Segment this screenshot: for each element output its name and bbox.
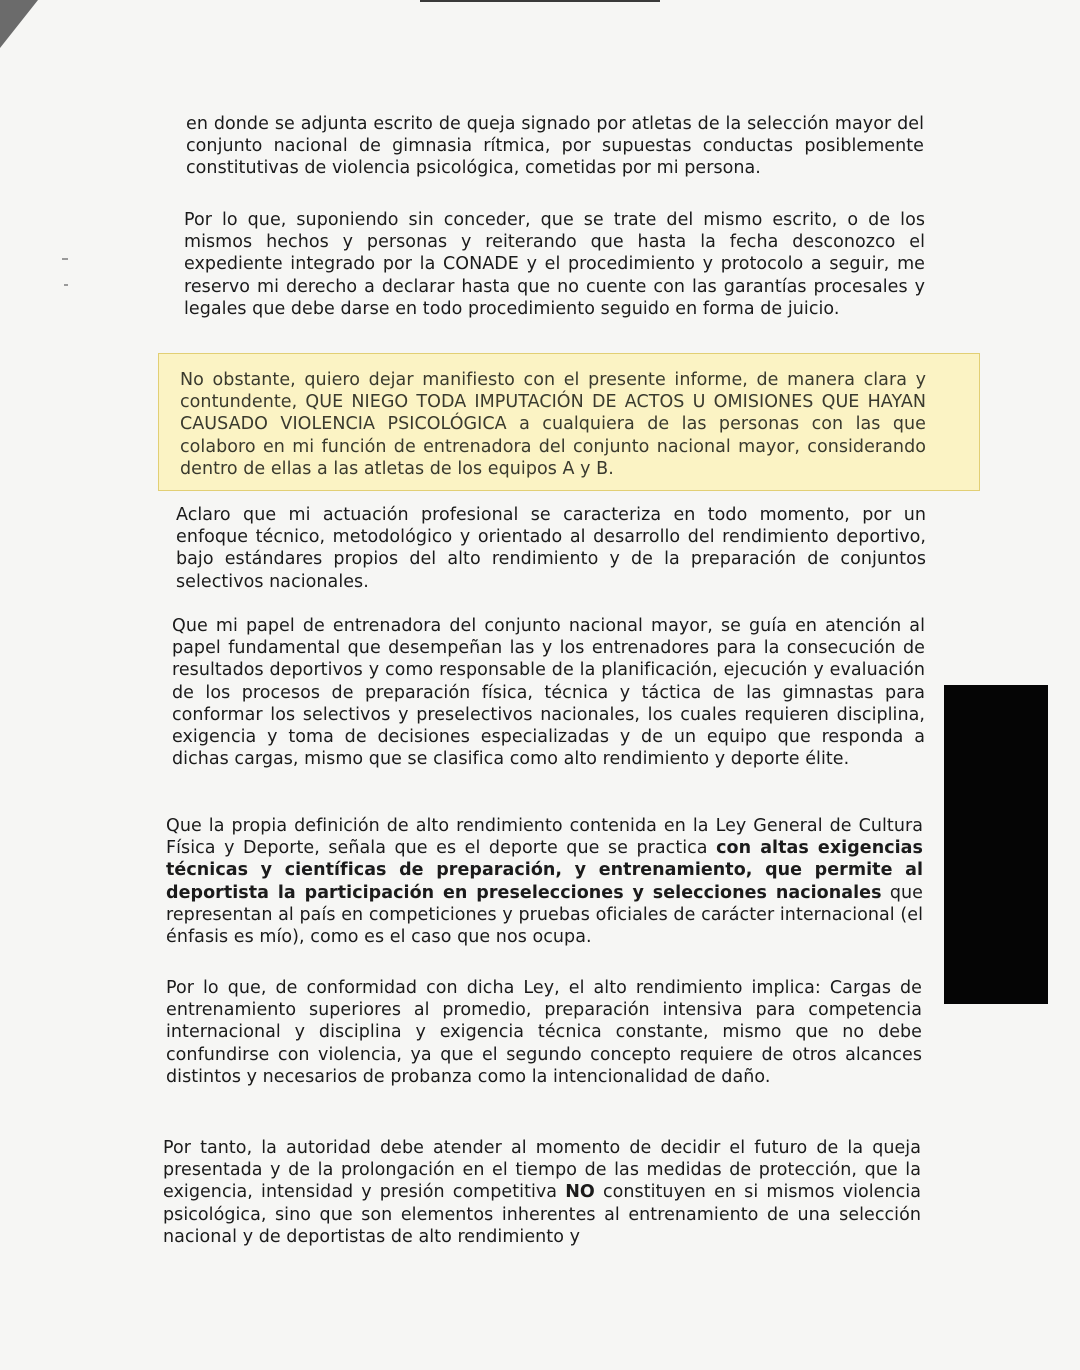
law-definition-text-end: que representan al país en competiciones y pruebas oficiales de carácter internacional (el énfasis es mío), como es el caso que nos ocupa. bbox=[166, 882, 923, 948]
redaction-block bbox=[944, 685, 1048, 1004]
scan-edge-line bbox=[420, 0, 660, 2]
law-definition-text: Que la propia definición de alto rendimiento contenida en la Ley General de Cultura Física y Deporte, señala que es el deporte que se practica bbox=[166, 816, 923, 859]
scan-speck bbox=[64, 284, 68, 286]
paragraph-coach-role: Que mi papel de entrenadora del conjunto nacional mayor, se guía en atención al papel fundamental que desempeñan las y los entrenadores para la consecución de resultados deportivos y como responsable de la planificación, ejecución y evaluación de los procesos de preparación física, técnica y táctica de las gimnastas para conformar los selectivos y preselectivos nacionales, los cuales requieren disciplina, exigencia y toma de decisiones especializadas y de un equipo que responda a dichas cargas, mismo que se clasifica como alto rendimiento y deporte élite. bbox=[172, 616, 925, 770]
paragraph-reservation-of-rights: Por lo que, suponiendo sin conceder, que se trate del mismo escrito, o de los mismos hechos y personas y reiterando que hasta la fecha desconozco el expediente integrado por la CONADE y el procedimiento y protocolo a seguir, me reservo mi derecho a declarar hasta que no cuente con las garantías procesales y legales que debe darse en todo procedimiento seguido en forma de juicio. bbox=[184, 210, 925, 319]
paragraph-denial-statement: No obstante, quiero dejar manifiesto con el presente informe, de manera clara y contundente, QUE NIEGO TODA IMPUTACIÓN DE ACTOS U OMISIONES QUE HAYAN CAUSADO VIOLENCIA PSICOLÓGICA a cualquiera de las personas con las que colaboro en mi función de entrenadora del conjunto nacional mayor, considerando dentro de ellas a las atletas de los equipos A y B. bbox=[180, 370, 926, 479]
paragraph-complaint-attachment: en donde se adjunta escrito de queja signado por atletas de la selección mayor del conjunto nacional de gimnasia rítmica, por supuestas conductas posiblemente constitutivas de violencia psicológica, cometidas por mi persona. bbox=[186, 114, 924, 179]
authority-emphasis-no: NO bbox=[565, 1182, 595, 1203]
law-definition-emphasis: con altas exigencias técnicas y científicas de preparación, y entrenamiento, que permite al deportista la participación en preselecciones y selecciones nacionales bbox=[166, 838, 924, 903]
paragraph-authority-consideration bbox=[163, 1137, 921, 1248]
paragraph-law-definition bbox=[166, 815, 923, 948]
scan-speck bbox=[62, 258, 68, 260]
authority-text: Por tanto, la autoridad debe atender al momento de decidir el futuro de la queja presentada y de la prolongación en el tiempo de las medidas de protección, que la exigencia, intensidad y presión competitiva bbox=[163, 1138, 921, 1203]
paragraph-professional-conduct: Aclaro que mi actuación profesional se caracteriza en todo momento, por un enfoque técnico, metodológico y orientado al desarrollo del rendimiento deportivo, bajo estándares propios del alto rendimiento y de la preparación de conjuntos selectivos nacionales. bbox=[176, 505, 926, 592]
authority-text-end: constituyen en si mismos violencia psicológica, sino que son elementos inherentes al entrenamiento de una selección nacional y de deportistas de alto rendimiento y bbox=[163, 1182, 921, 1247]
paragraph-high-performance-implications: Por lo que, de conformidad con dicha Ley, el alto rendimiento implica: Cargas de entrenamiento superiores al promedio, preparación intensiva para competencia internacional y disciplina y exigencia técnica constante, mismo que no debe confundirse con violencia, ya que el segundo concepto requiere de otros alcances distintos y necesarios de probanza como la intencionalidad de daño. bbox=[166, 978, 922, 1087]
page-corner-shadow bbox=[0, 0, 38, 48]
